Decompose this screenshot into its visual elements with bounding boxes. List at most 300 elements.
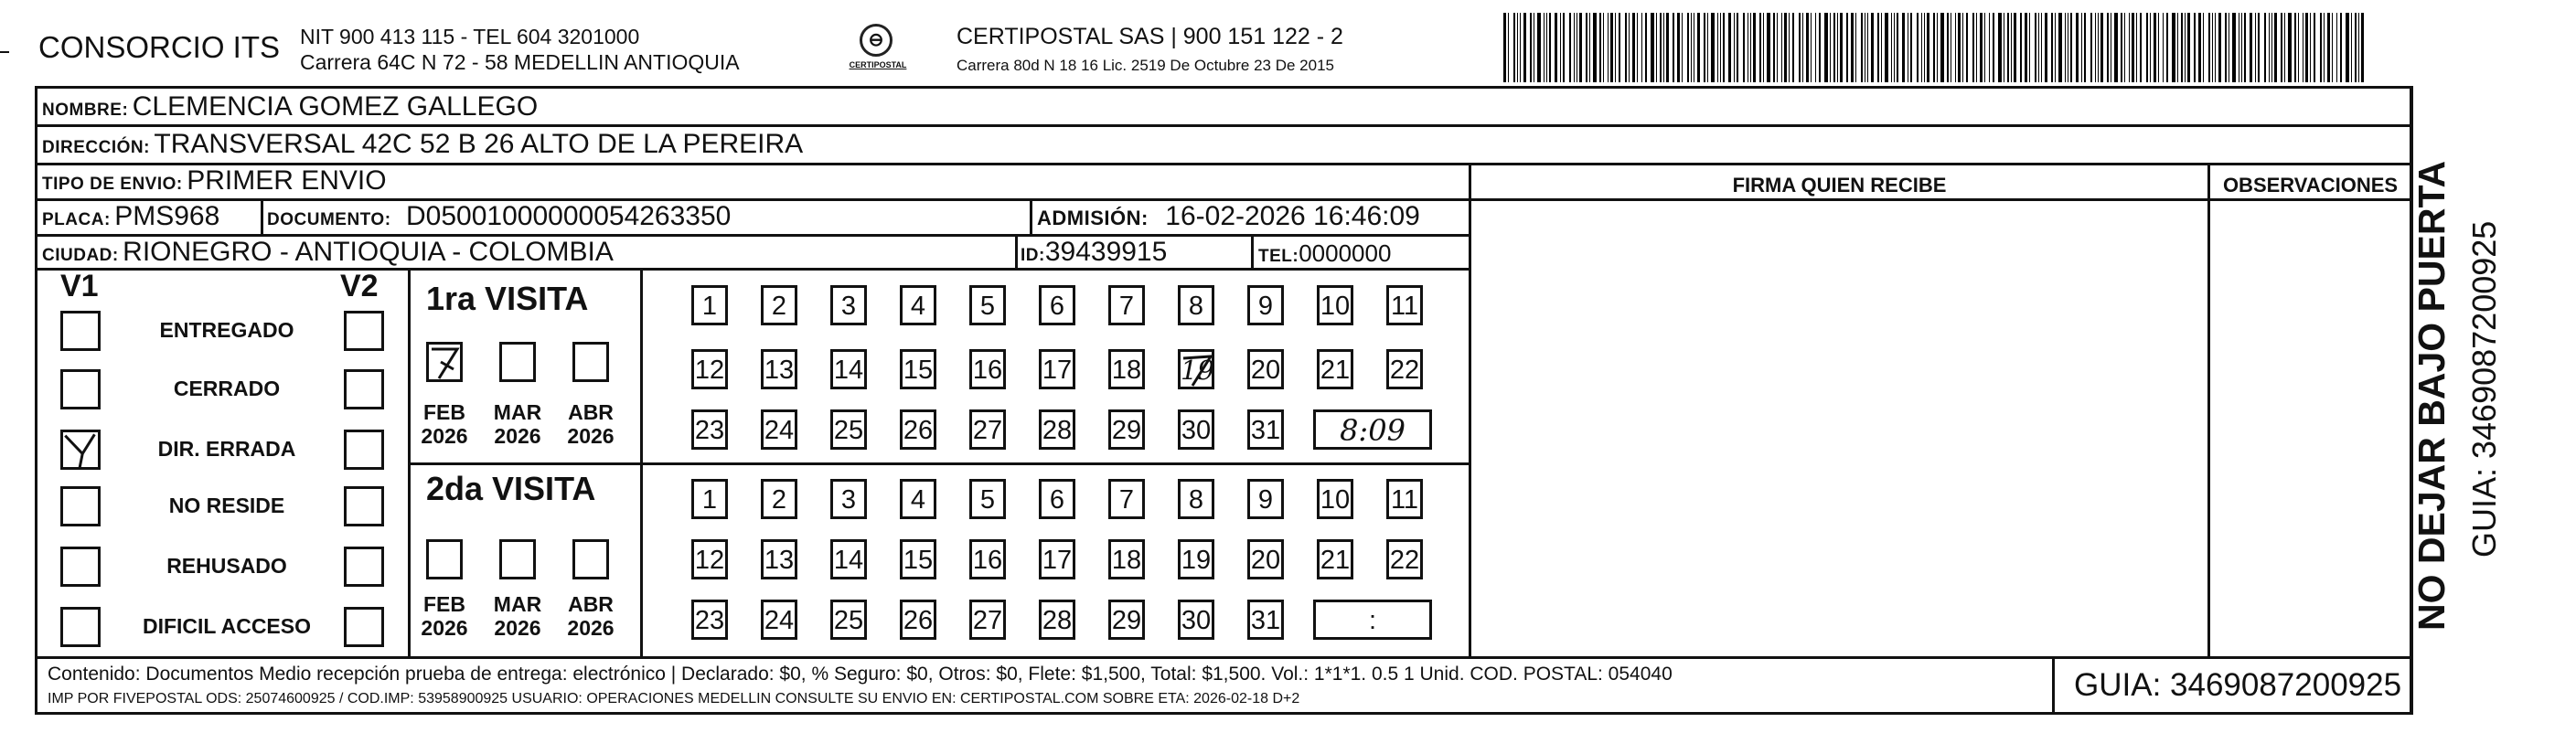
barcode-bar [2358,13,2359,82]
visit-time: : [1368,606,1377,635]
second-visit-day-29[interactable] [1108,600,1145,640]
nombre-value: CLEMENCIA GOMEZ GALLEGO [132,91,539,122]
barcode-bar [2288,13,2292,82]
day-number: 20 [1250,356,1281,385]
barcode-bar [2208,13,2210,82]
status-label: DIFICIL ACCESO [142,614,311,638]
barcode-bar [2225,13,2227,82]
barcode-bar [2264,13,2266,82]
day-number: 15 [903,356,934,385]
day-number: 7 [1118,485,1135,515]
second-visit-day-25[interactable] [830,600,867,640]
first-visit-month-abr[interactable] [572,342,609,382]
barcode-bar [2310,13,2311,82]
barcode-bar [1549,13,1551,82]
barcode-bar [2055,13,2056,82]
second-visit-day-5[interactable] [969,479,1006,519]
barcode-bar [1806,13,1809,82]
divider [35,124,2412,127]
barcode-bar [2029,13,2030,82]
day-number: 4 [910,485,926,515]
barcode-bar [1773,13,1775,82]
tipo-envio-value: PRIMER ENVIO [187,165,387,196]
day-number: 29 [1111,606,1142,635]
status-label: ENTREGADO [159,318,294,342]
logo-icon: ⊖ [860,24,893,57]
certipostal-address: Carrera 80d N 18 16 Lic. 2519 De Octubre 23 De 2015 [957,57,1334,74]
day-number: 30 [1181,606,1212,635]
v2-checkbox-dir-errada[interactable] [344,430,384,470]
barcode-bar [1523,13,1526,82]
barcode-bar [1921,13,1922,82]
barcode-bar [1750,13,1751,82]
first-visit-day-12[interactable] [691,349,728,389]
divider [2052,656,2055,715]
company-address: Carrera 64C N 72 - 58 MEDELLIN ANTIOQUIA [300,50,740,74]
direccion-row [42,129,803,160]
barcode-bar [2129,13,2130,82]
day-number: 22 [1389,546,1420,575]
corner-mark [0,51,9,53]
barcode-bar [2198,13,2201,82]
barcode-bar [1508,13,1509,82]
barcode-bar [1723,13,1725,82]
first-visit-day-3[interactable] [830,285,867,325]
divider [261,198,263,236]
second-visit-day-22[interactable] [1386,539,1423,579]
barcode-bar [2194,13,2196,82]
day-number: 1 [701,485,718,515]
barcode-bar [1677,13,1680,82]
id-value: 39439915 [1044,237,1168,267]
second-visit-day-9[interactable] [1247,479,1284,519]
first-visit-day-11[interactable] [1386,285,1423,325]
barcode-bar [1933,13,1935,82]
barcode-bar [2038,13,2039,82]
imp-line: IMP POR FIVEPOSTAL ODS: 25074600925 / COD.IMP: 53958900925 USUARIO: OPERACIONES MEDELLIN CONSULTE SU ENVIO EN: CERTIPOSTAL.COM SOBRE ETA: 2026-02-18 D+2 [48,691,1300,706]
barcode-bar [1897,13,1898,82]
first-visit-time-box[interactable] [1313,409,1432,450]
documento-value: D05001000000054263350 [406,201,732,231]
month-year: 2026 [421,616,468,640]
barcode-bar [1651,13,1654,82]
second-visit-day-20[interactable] [1247,539,1284,579]
v2-checkbox-entregado[interactable] [344,311,384,351]
divider [2207,163,2210,658]
first-visit-day-21[interactable] [1317,349,1353,389]
second-visit-day-21[interactable] [1317,539,1353,579]
second-visit-day-19[interactable] [1178,539,1214,579]
day-number: 20 [1250,546,1281,575]
month-name: FEB [423,400,465,424]
barcode-bar [1924,13,1925,82]
barcode-bar [1704,13,1705,82]
first-visit-day-30[interactable] [1178,409,1214,450]
v1-header: V1 [60,269,99,303]
barcode-bar [1579,13,1582,82]
first-visit-day-4[interactable] [900,285,936,325]
barcode-bar [2340,13,2342,82]
barcode-bar [1574,13,1575,82]
barcode-bar [1619,13,1620,82]
divider [1015,234,1018,270]
day-number: 18 [1111,546,1142,575]
barcode-bar [1894,13,1895,82]
barcode-bar [2320,13,2322,82]
second-visit-month-feb[interactable] [426,539,463,579]
barcode-bar [1789,13,1790,82]
tipo-envio-label: TIPO DE ENVIO: [42,175,183,194]
first-visit-day-7[interactable] [1108,285,1145,325]
second-visit-day-3[interactable] [830,479,867,519]
second-visit-day-18[interactable] [1108,539,1145,579]
barcode-bar [2136,13,2137,82]
barcode-bar [1682,13,1683,82]
month-label [563,400,618,448]
admision-cell [1037,201,1420,232]
barcode-bar [2058,13,2062,82]
barcode-bar [2351,13,2352,82]
barcode-bar [2298,13,2299,82]
barcode-bar [2146,13,2148,82]
day-number: 21 [1320,546,1351,575]
observaciones-header: OBSERVACIONES [2222,174,2399,197]
barcode-bar [1625,13,1627,82]
day-number: 19 [1181,546,1212,575]
first-visit-day-17[interactable] [1039,349,1075,389]
barcode-bar [2041,13,2042,82]
barcode-bar [1530,13,1532,82]
day-number: 2 [771,292,787,321]
barcode-bar [1980,13,1983,82]
barcode-bar [1877,13,1879,82]
month-year: 2026 [567,616,615,640]
barcode-bar [1851,13,1854,82]
second-visit-day-1[interactable] [691,479,728,519]
id-cell [1021,237,1167,268]
day-number: 16 [972,546,1003,575]
second-visit-day-14[interactable] [830,539,867,579]
barcode-bar [1513,13,1515,82]
second-visit-day-27[interactable] [969,600,1006,640]
second-visit-day-8[interactable] [1178,479,1214,519]
day-number: 30 [1181,416,1212,445]
barcode-bar [1885,13,1888,82]
day-number: 18 [1111,356,1142,385]
month-label [563,592,618,640]
barcode-bar [1837,13,1838,82]
barcode-bar [1962,13,1963,82]
second-visit-day-7[interactable] [1108,479,1145,519]
day-number: 27 [972,416,1003,445]
barcode-bar [2218,13,2221,82]
barcode-bar [1958,13,1961,82]
first-visit-day-18[interactable] [1108,349,1145,389]
first-visit-day-10[interactable] [1317,285,1353,325]
v1-checkbox-entregado[interactable] [60,311,101,351]
first-visit-day-13[interactable] [761,349,797,389]
day-number: 8 [1188,292,1204,321]
handwritten-check-mark [426,342,463,382]
month-name: MAR [493,592,542,616]
barcode-bar [2035,13,2036,82]
day-number: 28 [1042,416,1073,445]
barcode-bar [1871,13,1874,82]
barcode-bar [1777,13,1778,82]
second-visit-day-13[interactable] [761,539,797,579]
tel-cell [1258,239,1391,268]
month-name: ABR [568,592,614,616]
barcode-bar [2090,13,2092,82]
company-info [300,24,740,75]
day-number: 5 [979,485,996,515]
barcode-bar [1784,13,1787,82]
first-visit-day-25[interactable] [830,409,867,450]
day-number: 24 [764,416,795,445]
barcode-bar [2084,13,2086,82]
ciudad-value: RIONEGRO - ANTIOQUIA - COLOMBIA [123,237,614,267]
day-number: 17 [1042,356,1073,385]
barcode-bar [1861,13,1863,82]
month-year: 2026 [567,424,615,448]
month-name: FEB [423,592,465,616]
status-label: REHUSADO [166,554,287,578]
first-visit-day-2[interactable] [761,285,797,325]
barcode-bar [1855,13,1856,82]
barcode-bar [2327,13,2330,82]
barcode-bar [2007,13,2009,82]
placa-cell [42,201,219,232]
id-label: ID: [1021,246,1045,265]
status-label: DIR. ERRADA [157,437,296,461]
second-visit-day-4[interactable] [900,479,936,519]
barcode-bar [1799,13,1801,82]
second-visit-day-24[interactable] [761,600,797,640]
certipostal-name: CERTIPOSTAL SAS | 900 151 122 - 2 [957,24,1343,49]
barcode-bar [1792,13,1794,82]
barcode-bar [1691,13,1692,82]
barcode-bar [2324,13,2325,82]
documento-label: DOCUMENTO: [267,210,391,229]
first-visit-month-mar[interactable] [499,342,536,382]
barcode-bar [1830,13,1831,82]
day-number: 23 [694,606,725,635]
barcode-bar [2166,13,2168,82]
barcode-bar [1833,13,1835,82]
second-visit-day-2[interactable] [761,479,797,519]
second-visit-month-abr[interactable] [572,539,609,579]
barcode-bar [1840,13,1843,82]
second-visit-title: 2da VISITA [426,470,596,507]
barcode-bar [2212,13,2213,82]
barcode-bar [2154,13,2156,82]
barcode [1503,13,2370,82]
day-number: 9 [1257,292,1274,321]
second-visit-day-16[interactable] [969,539,1006,579]
second-visit-day-23[interactable] [691,600,728,640]
first-visit-day-15[interactable] [900,349,936,389]
tel-value: 0000000 [1299,239,1392,267]
barcode-bar [1520,13,1521,82]
first-visit-day-23[interactable] [691,409,728,450]
barcode-bar [2203,13,2204,82]
v2-checkbox-no-reside[interactable] [344,486,384,526]
first-visit-day-8[interactable] [1178,285,1214,325]
day-number: 8 [1188,485,1204,515]
barcode-bar [2215,13,2216,82]
second-visit-day-11[interactable] [1386,479,1423,519]
first-visit-day-22[interactable] [1386,349,1423,389]
day-number: 7 [1118,292,1135,321]
divider [640,268,643,658]
visit-time: 8:09 [1340,413,1406,448]
day-number: 2 [771,485,787,515]
barcode-bar [1743,13,1745,82]
barcode-bar [1687,13,1689,82]
day-number: 21 [1320,356,1351,385]
second-visit-day-10[interactable] [1317,479,1353,519]
month-year: 2026 [494,424,541,448]
barcode-bar [2355,13,2357,82]
first-visit-day-27[interactable] [969,409,1006,450]
barcode-bar [1927,13,1929,82]
v1-checkbox-dificil-acceso[interactable] [60,607,101,647]
day-number: 1 [701,292,718,321]
second-visit-day-12[interactable] [691,539,728,579]
second-visit-month-mar[interactable] [499,539,536,579]
day-number: 11 [1390,292,1419,321]
second-visit-day-15[interactable] [900,539,936,579]
barcode-bar [2065,13,2066,82]
first-visit-day-14[interactable] [830,349,867,389]
second-visit-day-31[interactable] [1247,600,1284,640]
month-name: MAR [493,400,542,424]
logo-caption: CERTIPOSTAL [849,60,907,69]
day-number: 24 [764,606,795,635]
day-number: 22 [1389,356,1420,385]
barcode-bar [2177,13,2178,82]
barcode-bar [2346,13,2349,82]
first-visit-day-28[interactable] [1039,409,1075,450]
barcode-bar [1753,13,1756,82]
barcode-bar [2020,13,2022,82]
ciudad-label: CIUDAD: [42,246,119,265]
barcode-bar [1555,13,1557,82]
barcode-bar [1966,13,1968,82]
day-number: 4 [910,292,926,321]
first-visit-day-24[interactable] [761,409,797,450]
day-number: 16 [972,356,1003,385]
divider [1469,163,1471,658]
barcode-bar [1846,13,1848,82]
company-name: CONSORCIO ITS [38,30,281,64]
barcode-bar [1717,13,1718,82]
barcode-bar [1641,13,1642,82]
barcode-bar [2274,13,2277,82]
barcode-bar [1759,13,1761,82]
first-visit-day-1[interactable] [691,285,728,325]
barcode-bar [1656,13,1657,82]
barcode-bar [1976,13,1977,82]
second-visit-day-6[interactable] [1039,479,1075,519]
barcode-bar [2107,13,2109,82]
barcode-bar [2244,13,2246,82]
day-number: 6 [1049,292,1065,321]
barcode-bar [1569,13,1571,82]
month-year: 2026 [421,424,468,448]
barcode-bar [1902,13,1905,82]
contenido-line: Contenido: Documentos Medio recepción prueba de entrega: electrónico | Declarado: $0, % Seguro: $0, Otros: $0, Flete: $1,500, Total: $1,500. Vol.: 1*1*1. 0.5 1 Unid. COD. POSTAL: 054040 [48,664,1673,685]
v1-checkbox-rehusado[interactable] [60,547,101,587]
day-number: 3 [840,485,857,515]
barcode-bar [1734,13,1735,82]
barcode-bar [1697,13,1700,82]
company-nit: NIT 900 413 115 - TEL 604 3201000 [300,25,640,48]
barcode-bar [1781,13,1782,82]
second-visit-day-30[interactable] [1178,600,1214,640]
second-visit-day-26[interactable] [900,600,936,640]
second-visit-day-28[interactable] [1039,600,1075,640]
first-visit-day-6[interactable] [1039,285,1075,325]
day-number: 14 [833,356,864,385]
barcode-bar [2140,13,2142,82]
barcode-bar [2258,13,2260,82]
day-number: 11 [1390,485,1419,515]
first-visit-day-9[interactable] [1247,285,1284,325]
day-number: 29 [1111,416,1142,445]
divider [35,163,2412,165]
day-number: 17 [1042,546,1073,575]
first-visit-day-5[interactable] [969,285,1006,325]
first-visit-day-20[interactable] [1247,349,1284,389]
second-visit-day-17[interactable] [1039,539,1075,579]
first-visit-day-29[interactable] [1108,409,1145,450]
day-number: 10 [1320,292,1351,321]
barcode-bar [2187,13,2190,82]
v2-checkbox-rehusado[interactable] [344,547,384,587]
ciudad-cell [42,237,614,268]
placa-label: PLACA: [42,210,111,229]
day-number: 26 [903,416,934,445]
barcode-bar [1917,13,1919,82]
barcode-bar [1728,13,1731,82]
barcode-bar [2163,13,2164,82]
barcode-bar [1593,13,1597,82]
status-label: NO RESIDE [168,494,285,517]
barcode-bar [1819,13,1821,82]
barcode-bar [2305,13,2308,82]
v2-checkbox-dificil-acceso[interactable] [344,607,384,647]
admision-value: 16-02-2026 16:46:09 [1165,201,1420,231]
barcode-bar [1608,13,1609,82]
v2-header: V2 [340,269,379,303]
barcode-bar [1993,13,1994,82]
month-label [490,592,545,640]
handwritten-check-mark [60,430,101,470]
second-visit-time-box[interactable] [1313,600,1432,640]
barcode-bar [1546,13,1547,82]
barcode-bar [2158,13,2159,82]
month-year: 2026 [494,616,541,640]
first-visit-day-26[interactable] [900,409,936,450]
v2-checkbox-cerrado[interactable] [344,369,384,409]
first-visit-day-31[interactable] [1247,409,1284,450]
day-number: 10 [1320,485,1351,515]
day-number: 26 [903,606,934,635]
first-visit-day-16[interactable] [969,349,1006,389]
v1-checkbox-cerrado[interactable] [60,369,101,409]
v1-checkbox-no-reside[interactable] [60,486,101,526]
